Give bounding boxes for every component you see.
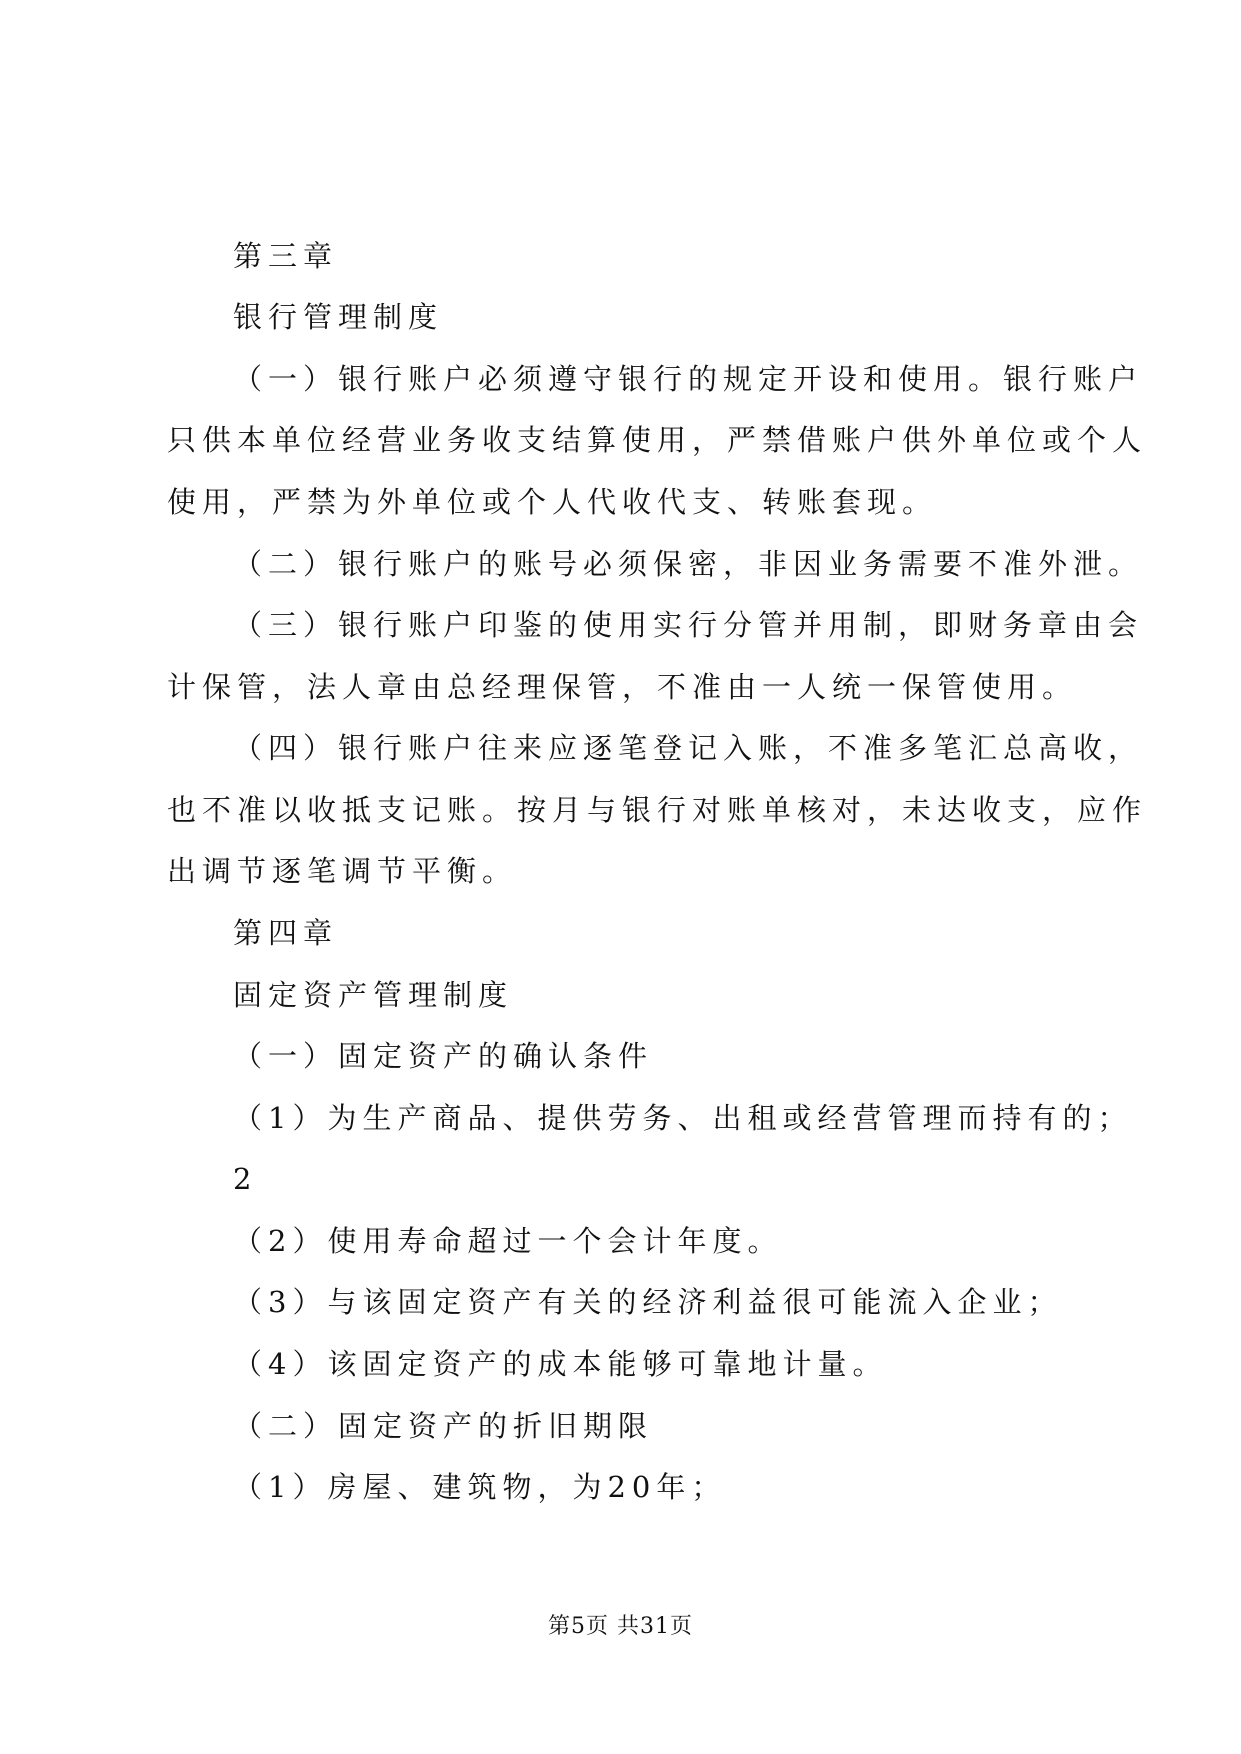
section-title: 银行管理制度 — [233, 300, 444, 334]
chapter-heading: 第四章 — [233, 916, 339, 950]
list-item: （4）该固定资产的成本能够可靠地计量。 — [233, 1347, 888, 1381]
paragraph-line: 只供本单位经营业务收支结算使用，严禁借账户供外单位或个人 — [167, 423, 1148, 457]
page-number-footer: 第5页 共31页 — [548, 1614, 693, 1639]
list-heading: （二）固定资产的折旧期限 — [233, 1409, 654, 1443]
list-item: （3）与该固定资产有关的经济利益很可能流入企业； — [233, 1285, 1063, 1319]
paragraph-line: （一）银行账户必须遵守银行的规定开设和使用。银行账户 — [233, 362, 1144, 396]
paragraph-line: 计保管，法人章由总经理保管，不准由一人统一保管使用。 — [167, 670, 1078, 704]
paragraph-line: 出调节逐笔调节平衡。 — [167, 854, 518, 888]
list-item: （2）使用寿命超过一个会计年度。 — [233, 1224, 783, 1258]
section-title: 固定资产管理制度 — [233, 978, 514, 1012]
paragraph-line: 也不准以收抵支记账。按月与银行对账单核对，未达收支，应作 — [167, 793, 1148, 827]
stray-number: 2 — [233, 1162, 258, 1196]
list-heading: （一）固定资产的确认条件 — [233, 1039, 654, 1073]
paragraph-line: （三）银行账户印鉴的使用实行分管并用制，即财务章由会 — [233, 608, 1144, 642]
paragraph-line: （二）银行账户的账号必须保密，非因业务需要不准外泄。 — [233, 547, 1144, 581]
list-item: （1）房屋、建筑物，为20年； — [233, 1470, 727, 1504]
list-item: （1）为生产商品、提供劳务、出租或经营管理而持有的； — [233, 1101, 1133, 1135]
chapter-heading: 第三章 — [233, 239, 339, 273]
paragraph-line: （四）银行账户往来应逐笔登记入账，不准多笔汇总高收， — [233, 731, 1144, 765]
paragraph-line: 使用，严禁为外单位或个人代收代支、转账套现。 — [167, 485, 938, 519]
